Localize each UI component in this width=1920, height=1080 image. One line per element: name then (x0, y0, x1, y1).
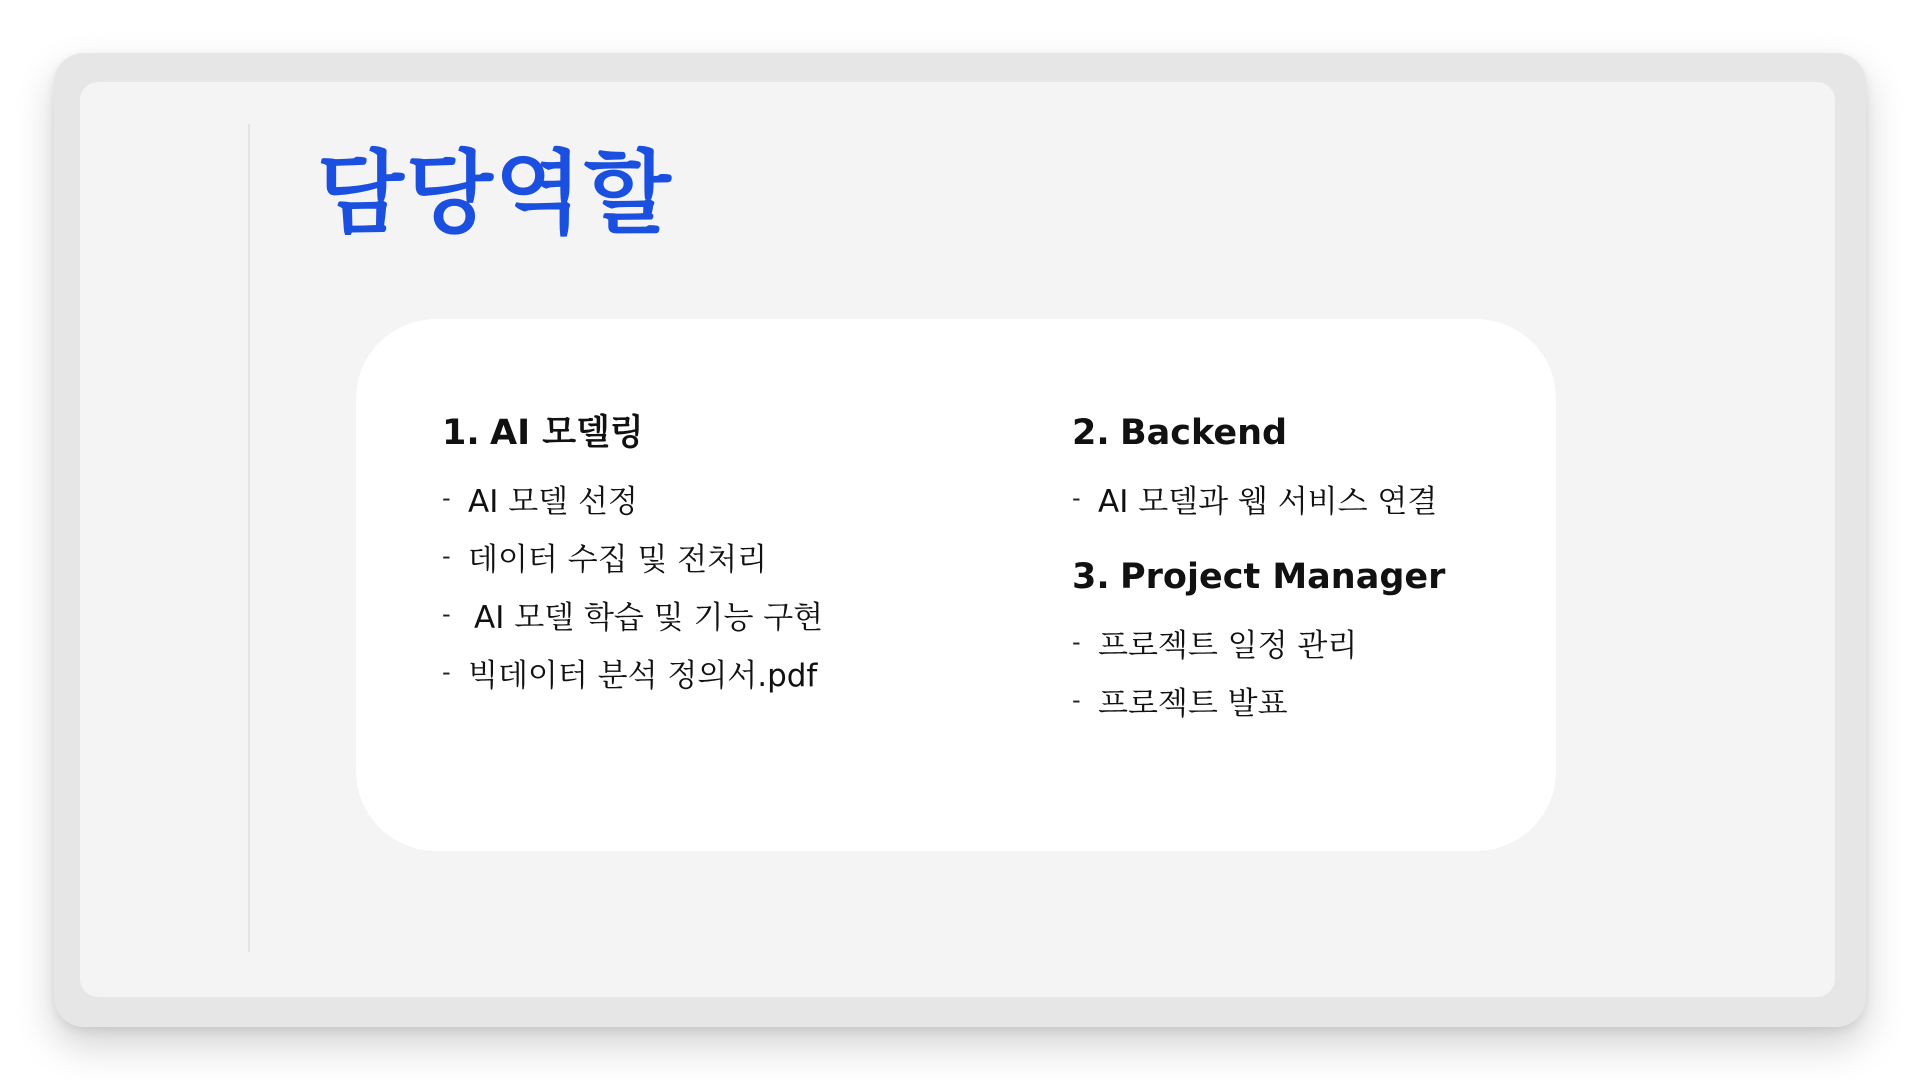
list-item-text: AI 모델 학습 및 기능 구현 (474, 599, 824, 636)
list-item-text: 빅데이터 분석 정의서.pdf (468, 657, 818, 694)
vertical-divider (248, 124, 250, 952)
bullet-dash: - (1072, 484, 1081, 512)
section-heading-ai-modeling (442, 411, 1002, 455)
section-heading-project-manager (1072, 555, 1512, 599)
section-number: 2. (1072, 413, 1110, 453)
roles-card (356, 319, 1556, 851)
list-item-text: 프로젝트 일정 관리 (1098, 627, 1358, 664)
section-title: Backend (1120, 413, 1288, 453)
bullet-dash: - (442, 542, 451, 570)
bullet-dash: - (442, 600, 451, 628)
list-item (442, 585, 1002, 643)
list-item (1072, 671, 1512, 729)
list-item-text: 프로젝트 발표 (1098, 685, 1288, 722)
section-number: 3. (1072, 557, 1110, 597)
bullet-dash: - (1072, 686, 1081, 714)
bullet-dash: - (442, 484, 451, 512)
slide-title: 담당역할 (317, 141, 673, 246)
list-item (442, 643, 1002, 701)
list-item-text: AI 모델과 웹 서비스 연결 (1098, 483, 1438, 520)
left-column (442, 411, 1002, 701)
bullet-dash: - (1072, 628, 1081, 656)
right-column (1072, 411, 1512, 729)
section-title: AI 모델링 (490, 413, 644, 453)
list-item (442, 527, 1002, 585)
bullet-dash: - (442, 658, 451, 686)
slide (80, 82, 1835, 997)
list-item-text: AI 모델 선정 (468, 483, 638, 520)
list-item (442, 469, 1002, 527)
section-number: 1. (442, 413, 480, 453)
section-title: Project Manager (1120, 557, 1446, 597)
list-item (1072, 613, 1512, 671)
list-item-text: 데이터 수집 및 전처리 (468, 541, 768, 578)
list-item (1072, 469, 1512, 527)
section-gap (1072, 527, 1512, 555)
section-heading-backend (1072, 411, 1512, 455)
